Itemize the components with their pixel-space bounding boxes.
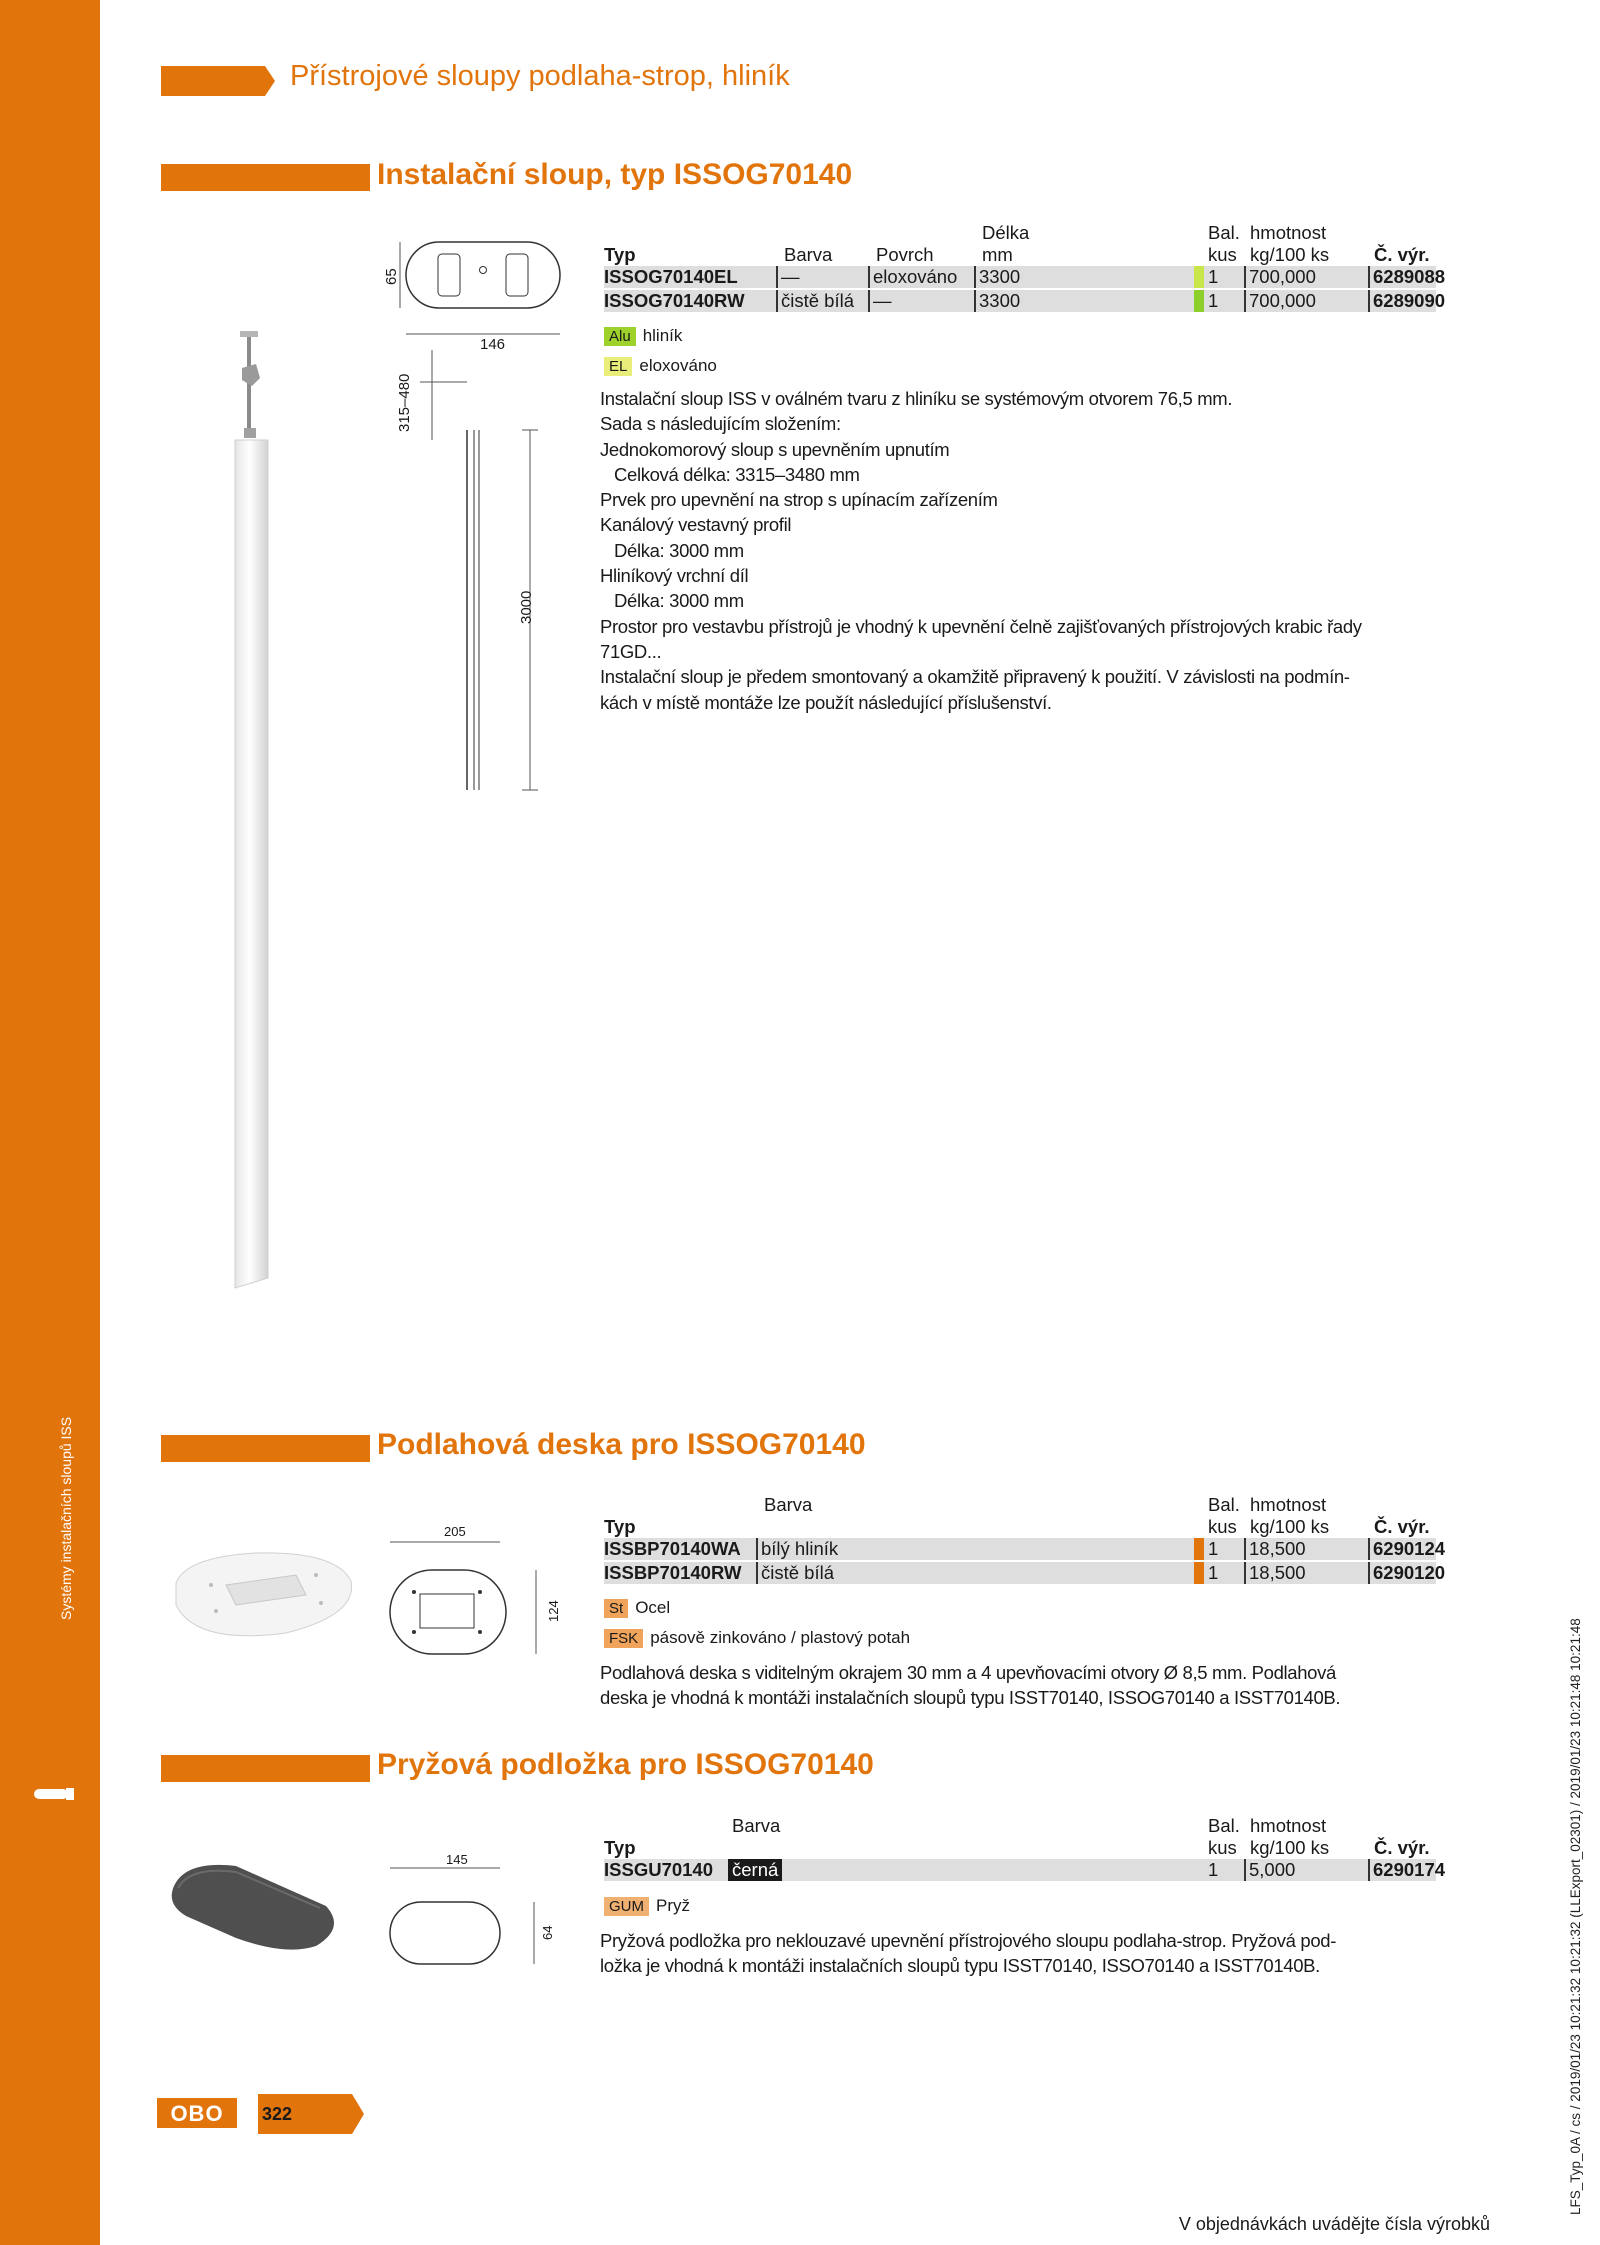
section-bar <box>161 1755 370 1782</box>
obo-logo <box>157 2098 237 2128</box>
legend-tag-st: St <box>604 1599 628 1618</box>
cell-cvyr: 6289090 <box>1368 290 1445 312</box>
cell-bal: 1 <box>1208 266 1219 287</box>
section-title-floor-plate: Podlahová deska pro ISSOG70140 <box>377 1428 866 1461</box>
col-header-hmotnost: hmotnost <box>1250 1815 1327 1836</box>
legend-text: hliník <box>642 326 683 345</box>
page-number: 322 <box>262 2104 293 2124</box>
legend-surface <box>604 356 717 380</box>
cell-bal: 1 <box>1208 1562 1219 1583</box>
desc-line: Podlahová deska s viditelným okrajem 30 mm a 4 upevňovacími otvory Ø 8,5 mm. Podlahová <box>600 1662 1336 1683</box>
legend-tag-gum: GUM <box>604 1897 649 1916</box>
col-header-bal: Bal. <box>1208 1494 1240 1515</box>
cell-typ: ISSOG70140RW <box>604 290 745 311</box>
column-product-image <box>230 328 310 1303</box>
table-row[interactable] <box>604 1562 1446 1584</box>
legend-tag-alu: Alu <box>604 327 636 346</box>
col-header-bal: Bal. <box>1208 1815 1240 1836</box>
legend-tag-el: EL <box>604 357 632 376</box>
cell-barva: čistě bílá <box>756 1562 834 1584</box>
dim-label-205: 205 <box>444 1524 466 1539</box>
desc-line: deska je vhodná k montáži instalačních sloupů typu ISST70140, ISSOG70140 a ISST70140B. <box>600 1687 1341 1709</box>
desc-line: Prvek pro upevnění na strop s upínacím zařízením <box>600 489 998 511</box>
desc-line: Délka: 3000 mm <box>614 590 744 612</box>
col-header-kus: kus <box>1208 1837 1237 1858</box>
cell-hmotnost: 700,000 <box>1244 290 1316 312</box>
material-chip <box>1194 266 1204 288</box>
desc-line: 71GD... <box>600 640 662 662</box>
description-rubber-pad <box>600 1928 1440 1979</box>
table-row[interactable] <box>604 1538 1446 1560</box>
dim-label-65: 65 <box>383 268 400 285</box>
material-chip <box>1194 290 1204 312</box>
cell-hmotnost: 700,000 <box>1244 266 1316 288</box>
legend-text: Ocel <box>635 1598 671 1617</box>
dim-label-range: 315–480 <box>396 373 413 432</box>
header-arrow-icon <box>161 66 275 96</box>
col-header-hmotnost: hmotnost <box>1250 222 1327 243</box>
product-table-column <box>604 222 1446 314</box>
desc-line: Pryžová podložka pro neklouzavé upevnění přístrojového sloupu podlaha-strop. Pryžová pod- <box>600 1930 1337 1951</box>
cell-hmotnost: 18,500 <box>1244 1562 1306 1584</box>
dim-label-64: 64 <box>540 1925 555 1940</box>
col-header-mm: mm <box>982 244 1013 265</box>
desc-line: Prostor pro vestavbu přístrojů je vhodný k upevnění čelně zajišťovaných přístrojových krabic řady <box>600 615 1362 637</box>
description-floor-plate <box>600 1660 1440 1711</box>
product-table-floor-plate <box>604 1494 1446 1586</box>
dim-label-146: 146 <box>480 336 506 353</box>
order-note: V objednávkách uvádějte čísla výrobků <box>1178 2214 1490 2234</box>
col-header-kg: kg/100 ks <box>1250 244 1330 265</box>
desc-line: ložka je vhodná k montáži instalačních sloupů typu ISST70140, ISSO70140 a ISST70140B. <box>600 1955 1320 1977</box>
desc-line: Kanálový vestavný profil <box>600 514 792 536</box>
section-bar <box>161 164 370 191</box>
cell-typ: ISSBP70140RW <box>604 1562 742 1583</box>
col-header-kus: kus <box>1208 1516 1237 1537</box>
rubber-pad-technical-drawing <box>386 1846 566 1976</box>
table-row[interactable] <box>604 266 1446 288</box>
legend-material <box>604 1896 690 1920</box>
dim-label-145: 145 <box>446 1852 468 1867</box>
cell-hmotnost: 5,000 <box>1244 1859 1295 1881</box>
desc-line: Délka: 3000 mm <box>614 539 744 561</box>
col-header-typ: Typ <box>604 1516 636 1537</box>
desc-line: Instalační sloup ISS v oválném tvaru z hliníku se systémovým otvorem 76,5 mm. <box>600 388 1233 409</box>
legend-text: Pryž <box>656 1896 690 1915</box>
col-header-typ: Typ <box>604 1837 636 1858</box>
legend-material <box>604 326 682 350</box>
description-column <box>600 386 1440 715</box>
cell-barva: černá <box>728 1859 782 1881</box>
col-header-kg: kg/100 ks <box>1250 1837 1330 1858</box>
desc-line: Jednokomorový sloup s upevněním upnutím <box>600 438 950 460</box>
col-header-cvyr: Č. výr. <box>1374 1516 1430 1537</box>
table-row[interactable] <box>604 1859 1446 1881</box>
col-header-hmotnost: hmotnost <box>1250 1494 1327 1515</box>
cell-barva: — <box>776 266 800 288</box>
legend-text: pásově zinkováno / plastový potah <box>650 1628 911 1647</box>
legend-surface <box>604 1628 910 1652</box>
product-table-rubber-pad <box>604 1815 1446 1883</box>
col-header-typ: Typ <box>604 244 636 265</box>
cell-typ: ISSGU70140 <box>604 1859 714 1880</box>
section-bar <box>161 1435 370 1462</box>
cell-delka: 3300 <box>974 266 1020 288</box>
cell-bal: 1 <box>1208 1859 1219 1880</box>
section-title-column: Instalační sloup, typ ISSOG70140 <box>377 158 853 191</box>
cell-cvyr: 6290120 <box>1368 1562 1445 1584</box>
cell-cvyr: 6290124 <box>1368 1538 1445 1560</box>
dim-label-124: 124 <box>546 1600 561 1622</box>
cell-barva: čistě bílá <box>776 290 854 312</box>
cell-cvyr: 6289088 <box>1368 266 1445 288</box>
cell-barva: bílý hliník <box>756 1538 838 1560</box>
desc-line: Celková délka: 3315–3480 mm <box>614 463 860 485</box>
cell-bal: 1 <box>1208 290 1219 311</box>
floor-plate-product-image <box>166 1545 358 1645</box>
desc-line: kách v místě montáže lze použít následující příslušenství. <box>600 691 1052 713</box>
print-metadata: LFS_Typ_0A / cs / 2019/01/23 10:21:32 10:21:32 (LLExport_02301) / 2019/01/23 10:21:48 10:21:48 <box>1568 1618 1583 2215</box>
col-header-povrch: Povrch <box>876 244 934 265</box>
col-header-cvyr: Č. výr. <box>1374 1837 1430 1858</box>
sidebar-band <box>0 0 100 2245</box>
col-header-kg: kg/100 ks <box>1250 1516 1330 1537</box>
floor-plate-technical-drawing <box>384 1530 564 1660</box>
page-title: Přístrojové sloupy podlaha-strop, hliník <box>290 60 790 92</box>
cell-typ: ISSOG70140EL <box>604 266 738 287</box>
col-header-bal: Bal. <box>1208 222 1240 243</box>
sidebar-category-label: Systémy instalačních sloupů ISS <box>58 1416 74 1620</box>
desc-line: Instalační sloup je předem smontovaný a okamžitě připravený k použití. V závislosti na podmín- <box>600 666 1350 688</box>
cell-delka: 3300 <box>974 290 1020 312</box>
col-header-barva: Barva <box>732 1815 781 1836</box>
cell-cvyr: 6290174 <box>1368 1859 1445 1881</box>
cell-povrch: — <box>868 290 892 312</box>
cell-povrch: eloxováno <box>868 266 957 288</box>
legend-text: eloxováno <box>639 356 717 375</box>
desc-line: Hliníkový vrchní díl <box>600 565 749 587</box>
col-header-kus: kus <box>1208 244 1237 265</box>
table-row[interactable] <box>604 290 1446 312</box>
section-title-rubber-pad: Pryžová podložka pro ISSOG70140 <box>377 1748 874 1781</box>
material-chip <box>1194 1562 1204 1584</box>
column-technical-drawing <box>392 230 572 800</box>
material-chip <box>1194 1538 1204 1560</box>
legend-tag-fsk: FSK <box>604 1629 643 1648</box>
dim-label-3000: 3000 <box>518 590 535 624</box>
desc-line: Sada s následujícím složením: <box>600 413 841 435</box>
logo-text: OBO <box>170 2101 224 2126</box>
col-header-cvyr: Č. výr. <box>1374 244 1430 265</box>
rubber-pad-product-image <box>166 1856 348 1956</box>
cell-bal: 1 <box>1208 1538 1219 1559</box>
column-icon <box>33 1787 75 1801</box>
legend-material <box>604 1598 670 1622</box>
col-header-delka: Délka <box>982 222 1030 243</box>
col-header-barva: Barva <box>784 244 833 265</box>
cell-hmotnost: 18,500 <box>1244 1538 1306 1560</box>
col-header-barva: Barva <box>764 1494 813 1515</box>
cell-typ: ISSBP70140WA <box>604 1538 741 1559</box>
